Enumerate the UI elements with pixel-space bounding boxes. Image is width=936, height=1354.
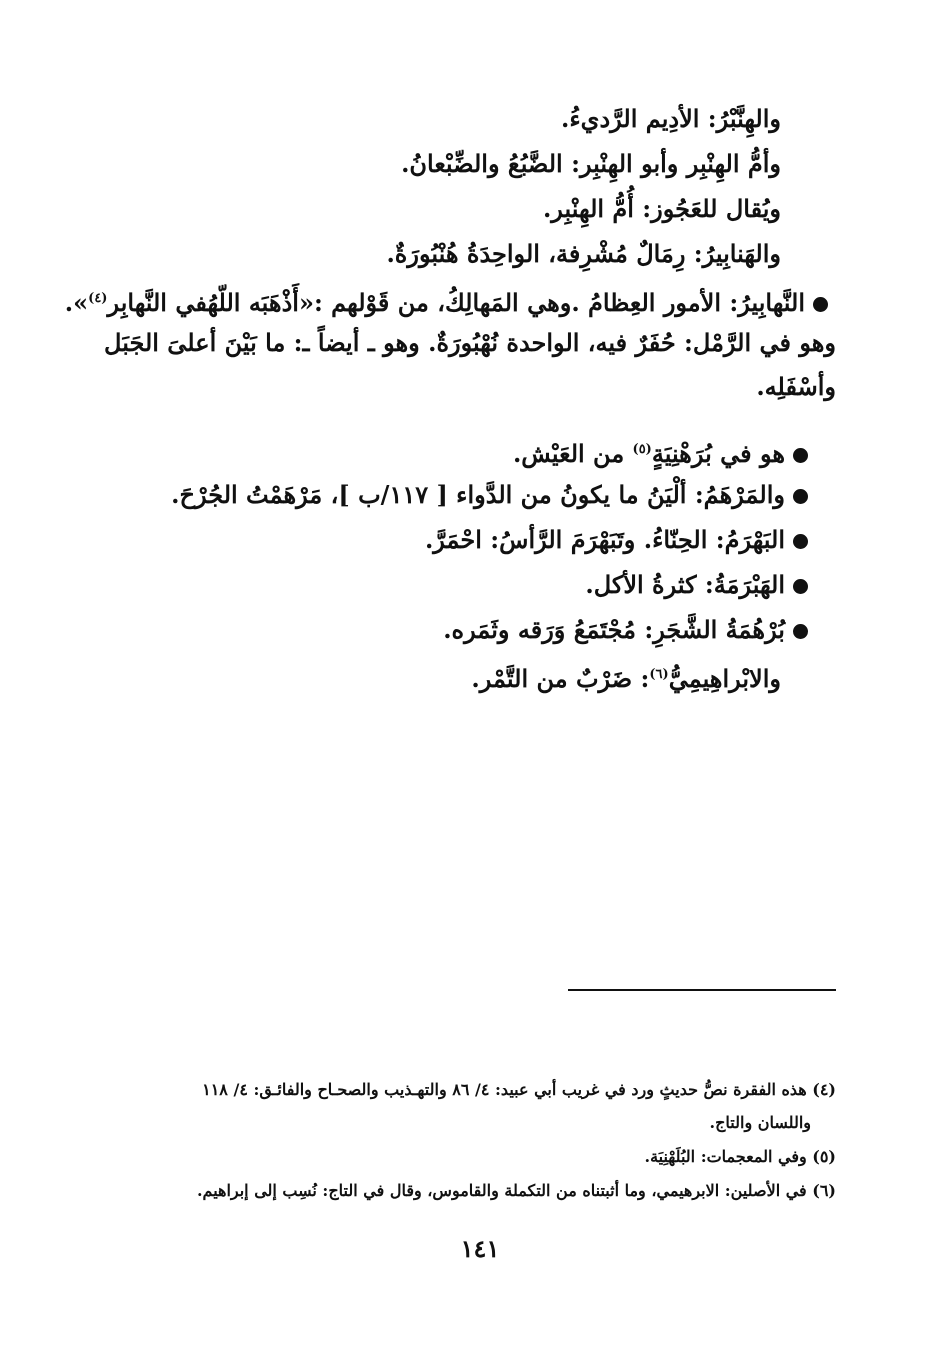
entry-text: البَهْرَمُ: الحِنّاءُ. وتَبَهْرَمَ الرَّأسُ: احْمَرَّ. xyxy=(424,525,785,554)
body-line xyxy=(65,282,828,320)
body-line xyxy=(471,658,781,696)
entry-text-tail: من العَيْش. xyxy=(512,439,633,468)
entry-line xyxy=(513,433,808,471)
footnote-ref[interactable]: (٤) xyxy=(88,291,108,306)
entry-text: النَّهابِيرُ: الأمور العِظامُ .وهي المَهالِكُ، من قَوْلهم :«أَذْهَبَه اللّهُفي النَّهابِر xyxy=(107,288,805,317)
entry-line xyxy=(443,613,808,647)
bullet-marker xyxy=(793,448,808,463)
footnote-separator xyxy=(568,989,836,991)
footnote-ref[interactable]: (٦) xyxy=(649,667,669,682)
entry-text-tail: ». xyxy=(64,288,89,317)
body-line: وأسْفَلِه. xyxy=(756,372,836,401)
bullet-marker xyxy=(813,297,828,312)
entry-text: والابْراهِيمِيُّ xyxy=(668,664,781,693)
footnote-continuation: واللسان والتاج. xyxy=(709,1113,811,1132)
entry-text: الهَبْرَمَةُ: كثرةُ الأكل. xyxy=(585,570,785,599)
entry-text: والمَرْهَمُ: ألْيَنُ ما يكونُ من الدَّواء [ ١١٧/ب ]، مَرْهَمْتُ الجُرْحَ. xyxy=(171,480,785,509)
body-line: ويُقال للعَجُوز: أُمُّ الهِنْبِر. xyxy=(542,194,781,223)
footnote: (٤) هذه الفقرة نصُّ حديثٍ ورد في غريب أبي عبيد: ٤/ ٨٦ والتهـذيب والصحـاح والفائـق: ٤/ ١١٨ xyxy=(202,1080,836,1099)
entry-line xyxy=(425,523,808,557)
bullet-marker xyxy=(793,624,808,639)
body-line: والهِنَّبْرُ: الأدِيم الرَّديءُ. xyxy=(561,104,781,133)
footnote: (٦) في الأصلين: الابرهيمي، وما أثبتناه من التكملة والقاموس، وقال في التاج: نُسِب إلى إبراهيم. xyxy=(196,1181,836,1200)
footnote-ref[interactable]: (٥) xyxy=(632,442,652,457)
page-number: ١٤١ xyxy=(460,1234,500,1263)
footnote: (٥) وفي المعجمات: البُلَهْنِيَة. xyxy=(644,1147,836,1166)
entry-text: بُرْهُمَةُ الشَّجَرِ: مُجْتَمَعُ وَرَقه وثَمَره. xyxy=(443,615,785,644)
bullet-marker xyxy=(793,534,808,549)
body-line: وأمُّ الهِنْبِر وأبو الهِنْبِر: الضَّبُعُ والضِّبْعانُ. xyxy=(401,149,781,178)
bullet-marker xyxy=(793,489,808,504)
body-line: والهَنابِيرُ: رِمَالٌ مُشْرِفة، الواحِدَةُ هُنْبُورَةٌ. xyxy=(386,239,781,268)
entry-line xyxy=(585,568,808,602)
body-line: وهو في الرَّمْل: حُفَرٌ فيه، الواحدة نُهْبُورَةٌ. وهو ـ أيضاً ـ: ما بَيْنَ أعلىَ الجَبَل xyxy=(104,328,836,357)
entry-text-tail: : ضَرْبٌ من التَّمْر. xyxy=(471,664,650,693)
entry-line xyxy=(171,478,808,512)
bullet-marker xyxy=(793,579,808,594)
entry-text: هو في بُرَهْنِيَةٍ xyxy=(651,439,785,468)
